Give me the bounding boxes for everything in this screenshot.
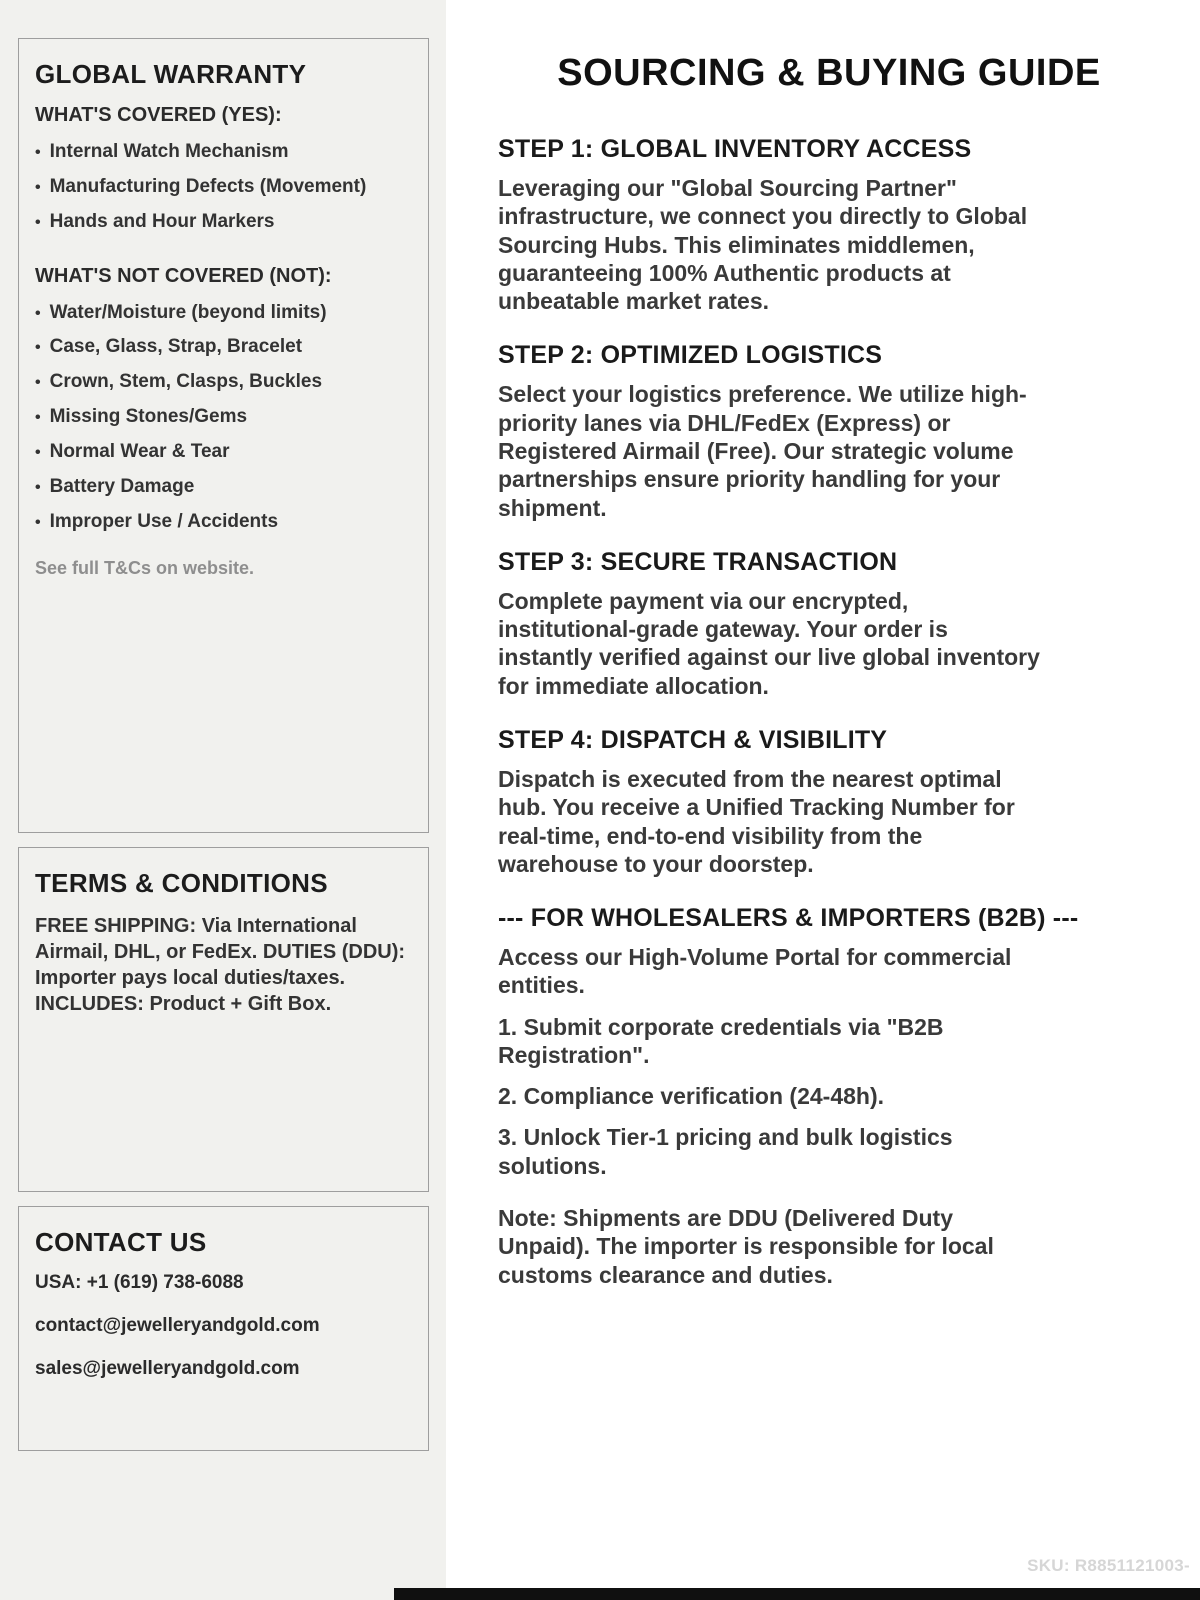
not-covered-list: [35, 302, 412, 533]
list-item: • Improper Use / Accidents: [35, 511, 412, 533]
b2b-step-1: 1. Submit corporate credentials via "B2B Registration".: [498, 1013, 944, 1068]
sku-label: SKU: R8851121003-: [1027, 1556, 1190, 1575]
step-3-paragraph: Complete payment via our encrypted, institutional-grade gateway. Your order is instantly verified against our live global inventory for immediate allocation.: [498, 587, 1040, 699]
step-1-paragraph: Leveraging our "Global Sourcing Partner" infrastructure, we connect you directly to Global Sourcing Hubs. This eliminates middlemen, guaranteeing 100% Authentic products at unbeatable market rates.: [498, 175, 1028, 315]
step-4-section: [498, 726, 1160, 878]
list-item: • Case, Glass, Strap, Bracelet: [35, 336, 412, 358]
contact-box: [18, 1206, 429, 1451]
warranty-box: [18, 38, 429, 833]
contact-title: CONTACT US: [35, 1227, 207, 1257]
sales-email: sales@jewelleryandgold.com: [35, 1358, 300, 1379]
not-covered-title: WHAT'S NOT COVERED (NOT):: [35, 264, 332, 287]
b2b-intro: Access our High-Volume Portal for commercial entities.: [498, 944, 1012, 999]
warranty-footnote: See full T&Cs on website.: [35, 558, 255, 579]
step-1-heading: STEP 1: GLOBAL INVENTORY ACCESS: [498, 135, 972, 163]
list-item: • Water/Moisture (beyond limits): [35, 302, 412, 324]
list-item: • Crown, Stem, Clasps, Buckles: [35, 371, 412, 393]
list-item: • Internal Watch Mechanism: [35, 141, 412, 163]
step-4-paragraph: Dispatch is executed from the nearest optimal hub. You receive a Unified Tracking Number for real-time, end-to-end visibility from the warehouse to your doorstep.: [498, 765, 1015, 877]
sidebar: [0, 0, 446, 1600]
list-item: • Normal Wear & Tear: [35, 441, 412, 463]
b2b-step-2: 2. Compliance verification (24-48h).: [498, 1083, 885, 1110]
page-title: SOURCING & BUYING GUIDE: [557, 52, 1101, 94]
step-3-heading: STEP 3: SECURE TRANSACTION: [498, 547, 898, 576]
bottom-bar: [394, 1588, 1200, 1600]
terms-box: [18, 847, 429, 1192]
b2b-step-3: 3. Unlock Tier-1 pricing and bulk logistics solutions.: [498, 1124, 953, 1179]
step-1-section: [498, 135, 1160, 315]
main-content: [446, 0, 1200, 1600]
step-3-section: [498, 548, 1160, 700]
step-2-heading: STEP 2: OPTIMIZED LOGISTICS: [498, 341, 883, 370]
contact-email: contact@jewelleryandgold.com: [35, 1315, 320, 1336]
covered-list: [35, 141, 412, 233]
list-item: • Hands and Hour Markers: [35, 211, 412, 233]
b2b-note: Note: Shipments are DDU (Delivered Duty Unpaid). The importer is responsible for local customs clearance and duties.: [498, 1205, 994, 1288]
b2b-heading: --- FOR WHOLESALERS & IMPORTERS (B2B) ---: [498, 904, 1079, 933]
covered-title: WHAT'S COVERED (YES):: [35, 104, 282, 126]
list-item: • Missing Stones/Gems: [35, 406, 412, 428]
step-4-heading: STEP 4: DISPATCH & VISIBILITY: [498, 725, 888, 754]
b2b-section: [498, 904, 1160, 1289]
warranty-title: GLOBAL WARRANTY: [35, 59, 307, 89]
list-item: • Manufacturing Defects (Movement): [35, 176, 412, 198]
step-2-paragraph: Select your logistics preference. We utilize high-priority lanes via DHL/FedEx (Express) or Registered Airmail (Free). Our strategic volume partnerships ensure priority handling for your shipment.: [498, 381, 1027, 521]
list-item: • Battery Damage: [35, 476, 412, 498]
contact-phone: USA: +1 (619) 738-6088: [35, 1272, 244, 1293]
step-2-section: [498, 341, 1160, 521]
terms-body: FREE SHIPPING: Via International Airmail, DHL, or FedEx. DUTIES (DDU): Importer pays local duties/taxes. INCLUDES: Product + Gift Box.: [35, 915, 406, 1015]
terms-title: TERMS & CONDITIONS: [35, 868, 328, 898]
